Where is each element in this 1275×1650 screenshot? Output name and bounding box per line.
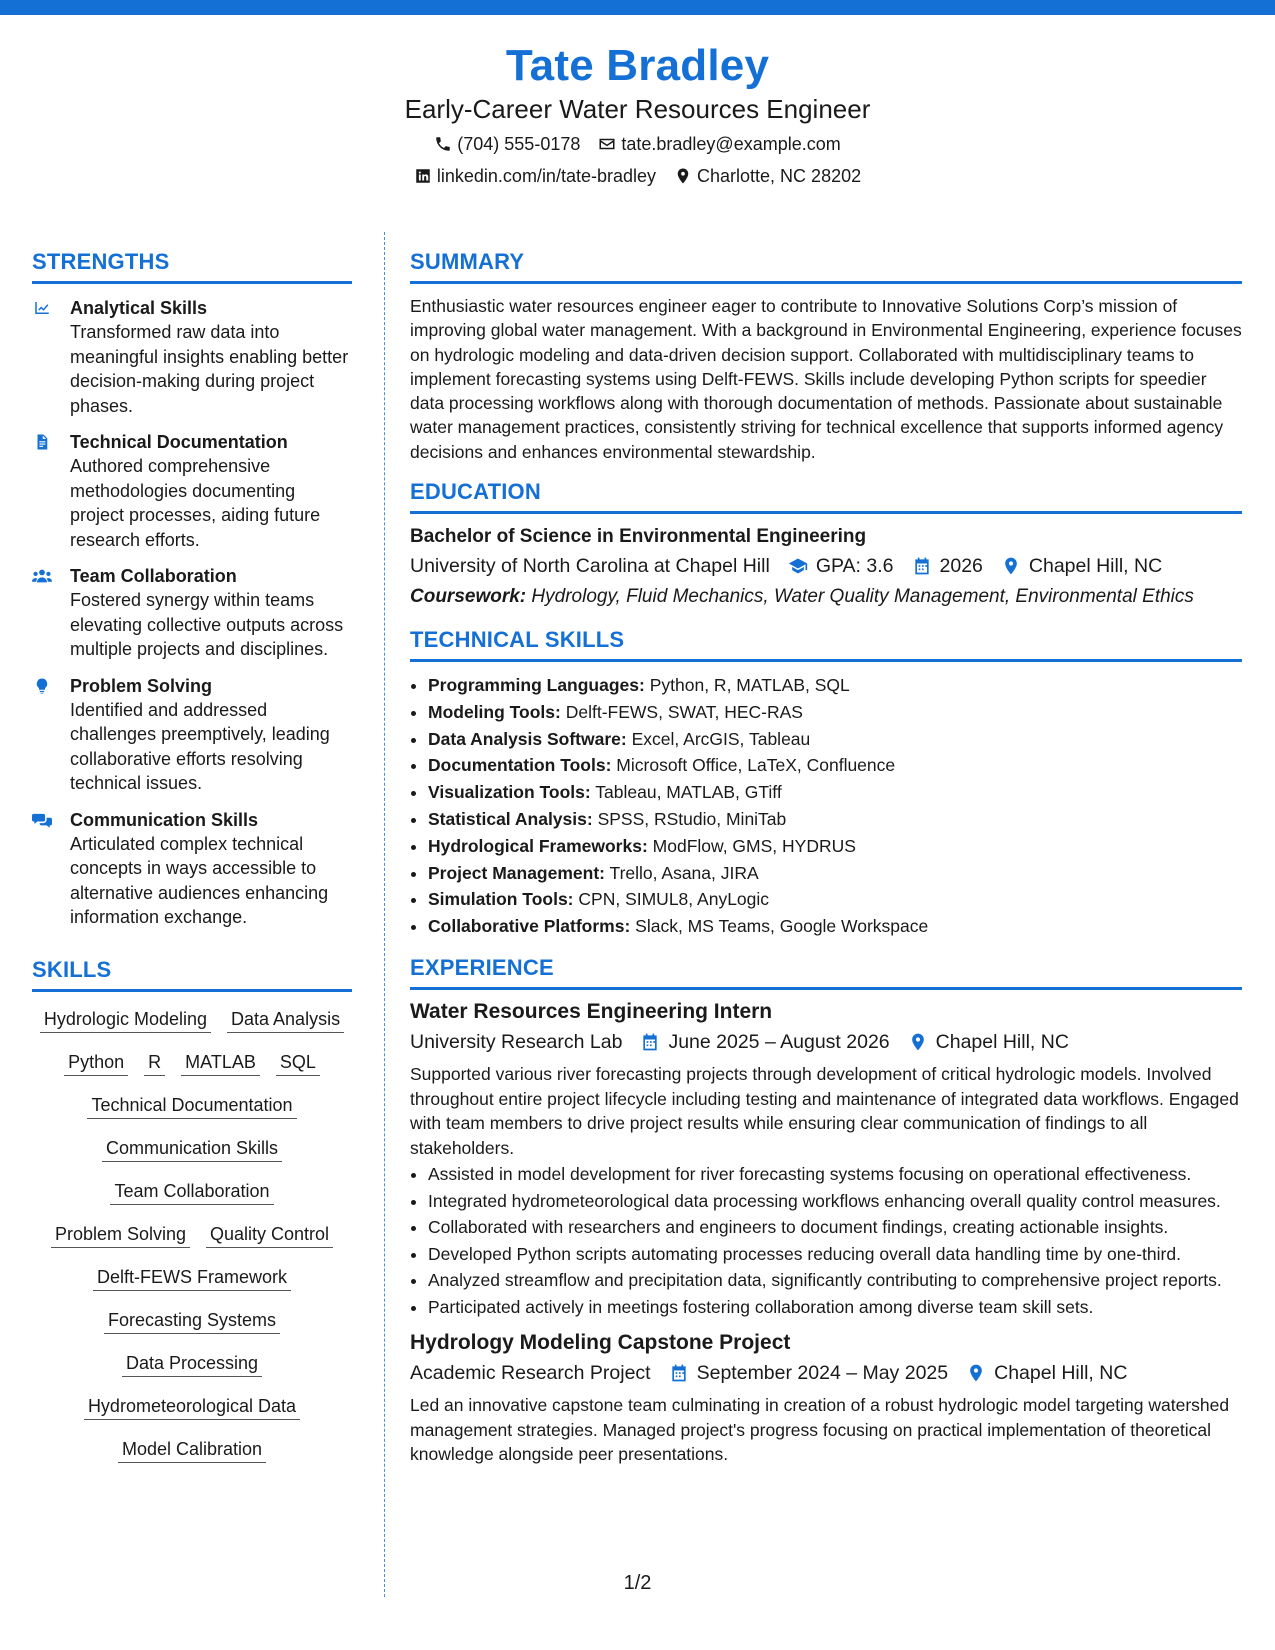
list-item: • Hydrological Frameworks: ModFlow, GMS, HYDRUS [428,833,1242,860]
job-meta [410,1026,1242,1058]
graduation-cap-icon [788,556,808,576]
summary-text: Enthusiastic water resources engineer eager to contribute to Innovative Solutions Corp’s mission of improving global water management. With a background in Environmental Engineering, experience focuses on hydrologic modeling and data-driven decision support. Collaborated with multidisciplinary teams to implement forecasting systems using Delft-FEWS. Skills include developing Python scripts for speedier data processing workflows along with thorough documentation of methods. Passionate about sustainable water management practices, consistently striving for technical excellence that supports informed agency decisions and enhances environmental stewardship. [410,296,1242,462]
resume-header [0,40,1275,188]
skill-tag: Hydrologic Modeling [40,1006,211,1033]
list-item: • Programming Languages: Python, R, MATLAB, SQL [428,672,1242,699]
linkedin-text: linkedin.com/in/tate-bradley [436,166,657,186]
strengths-heading: STRENGTHS [32,248,352,284]
list-item: • Participated actively in meetings fostering collaboration among diverse team skill sets. [428,1295,1242,1320]
job-description: Supported various river forecasting projects through development of critical hydrologic models. Involved throughout entire project lifecycle including testing and maintenance of integrated data workflows. Engaged with team members to drive project results while ensuring clear communication of findings to all stakeholders. [410,1064,1239,1158]
skill-tag: Communication Skills [102,1135,282,1162]
right-column [410,248,1242,1467]
technical-skills-heading: TECHNICAL SKILLS [410,626,1242,662]
map-pin-icon [674,167,692,185]
graduation-year: 2026 [939,555,983,578]
strength-item [32,564,352,662]
strength-title: Analytical Skills [70,298,208,318]
page-number: 1/2 [623,1572,652,1594]
list-item: • Collaborative Platforms: Slack, MS Teams, Google Workspace [428,913,1242,940]
strength-desc: Articulated complex technical concepts in ways accessible to alternative audiences enhancing information exchange. [70,833,329,927]
list-item: • Statistical Analysis: SPSS, RStudio, MiniTab [428,806,1242,833]
location-contact [674,164,861,188]
list-item: • Simulation Tools: CPN, SIMUL8, AnyLogic [428,886,1242,913]
list-item: • Analyzed streamflow and precipitation data, significantly contributing to comprehensive project reports. [428,1268,1242,1293]
coursework-list: Hydrology, Fluid Mechanics, Water Quality Management, Environmental Ethics [531,586,1194,608]
gpa-text: GPA: 3.6 [815,555,894,578]
list-item: • Developed Python scripts automating processes reducing overall data handling time by one-third. [428,1242,1242,1267]
skill-tag: R [144,1049,165,1076]
top-accent-bar [0,0,1275,15]
candidate-name: Tate Bradley [505,41,770,90]
strength-item [32,430,352,552]
linkedin-icon [414,167,432,185]
map-pin-icon [908,1032,928,1052]
skill-tag: SQL [276,1049,320,1076]
contact-row-1 [0,132,1275,156]
skill-tag: Technical Documentation [87,1092,296,1119]
skill-tag: Quality Control [206,1221,333,1248]
strength-title: Technical Documentation [70,432,288,452]
map-pin-icon [1001,556,1021,576]
job-entry [410,998,1242,1319]
column-divider [384,232,385,1597]
strength-item [32,808,352,930]
list-item: • Modeling Tools: Delft-FEWS, SWAT, HEC-RAS [428,699,1242,726]
skill-tag: Python [64,1049,128,1076]
job-location: Chapel Hill, NC [935,1031,1069,1054]
job-title: Water Resources Engineering Intern [410,1000,773,1024]
candidate-headline: Early-Career Water Resources Engineer [404,94,871,124]
coursework [410,582,1242,612]
job-location: Chapel Hill, NC [994,1362,1128,1385]
map-pin-icon [966,1363,986,1383]
degree-title: Bachelor of Science in Environmental Engineering [410,526,867,548]
strength-title: Team Collaboration [70,566,237,586]
list-item: • Assisted in model development for river forecasting systems focusing on operational effectiveness. [428,1162,1242,1187]
education-details [410,550,1242,582]
location-text: Charlotte, NC 28202 [697,166,862,186]
skill-tag: MATLAB [181,1049,260,1076]
technical-skills-list [410,672,1242,940]
list-item: • Data Analysis Software: Excel, ArcGIS, Tableau [428,726,1242,753]
job-meta [410,1357,1242,1389]
job-entry [410,1329,1242,1467]
summary-section [410,248,1242,464]
skill-tag: Model Calibration [118,1436,266,1463]
education-location: Chapel Hill, NC [1028,555,1163,578]
skill-tag: Forecasting Systems [104,1307,280,1334]
education-heading: EDUCATION [410,478,1242,514]
strength-desc: Identified and addressed challenges preemptively, leading collaborative efforts resolving technical issues. [70,699,330,793]
list-item: • Project Management: Trello, Asana, JIRA [428,860,1242,887]
list-item: • Integrated hydrometeorological data processing workflows enhancing overall quality control measures. [428,1189,1242,1214]
calendar-icon [912,556,932,576]
job-bullets [410,1162,1242,1319]
education-section [410,478,1242,612]
left-column [32,248,352,1479]
users-icon [32,567,52,585]
chat-icon [32,811,52,829]
job-title: Hydrology Modeling Capstone Project [410,1331,791,1355]
list-item: • Visualization Tools: Tableau, MATLAB, GTiff [428,779,1242,806]
strength-title: Communication Skills [70,809,259,830]
strength-item [32,674,352,796]
contact-row-2 [0,164,1275,188]
document-icon [32,433,52,451]
strength-desc: Authored comprehensive methodologies documenting project processes, aiding future research efforts. [70,456,321,550]
skill-tag: Hydrometeorological Data [84,1393,300,1420]
skills-section [32,956,352,1463]
experience-heading: EXPERIENCE [410,954,1242,990]
technical-skills-section [410,626,1242,940]
experience-section [410,954,1242,1467]
strength-desc: Fostered synergy within teams elevating collective outputs across multiple projects and disciplines. [70,590,344,659]
phone-icon [434,135,452,153]
job-dates: September 2024 – May 2025 [696,1362,949,1385]
job-org: University Research Lab [410,1031,623,1054]
envelope-icon [598,135,616,153]
list-item: • Documentation Tools: Microsoft Office, LaTeX, Confluence [428,752,1242,779]
skill-tag: Delft-FEWS Framework [93,1264,291,1291]
strength-desc: Transformed raw data into meaningful insights enabling better decision-making during project phases. [70,322,349,416]
job-description: Led an innovative capstone team culminating in creation of a robust hydrologic model targeting watershed management strategies. Managed project's progress focusing on practical implementation of theoretical knowledge alongside peer presentations. [410,1395,1230,1465]
email-text: tate.bradley@example.com [621,134,841,154]
phone-contact [434,132,580,156]
school-name: University of North Carolina at Chapel Hill [410,555,770,578]
email-contact[interactable] [598,132,840,156]
skill-tags [32,1006,352,1463]
skill-tag: Team Collaboration [110,1178,273,1205]
calendar-icon [669,1363,689,1383]
job-dates: June 2025 – August 2026 [668,1031,890,1054]
list-item: • Collaborated with researchers and engineers to document findings, creating actionable insights. [428,1215,1242,1240]
linkedin-contact[interactable] [414,164,656,188]
phone-text: (704) 555-0178 [457,134,581,154]
skill-tag: Data Analysis [227,1006,344,1033]
summary-heading: SUMMARY [410,248,1242,284]
job-org: Academic Research Project [410,1362,651,1385]
strength-item [32,296,352,418]
skills-heading: SKILLS [32,956,352,992]
calendar-icon [640,1032,660,1052]
chart-line-icon [32,299,52,317]
lightbulb-icon [32,677,52,695]
strength-title: Problem Solving [70,675,213,696]
skill-tag: Problem Solving [51,1221,190,1248]
coursework-label: Coursework: [410,586,527,608]
skill-tag: Data Processing [122,1350,262,1377]
